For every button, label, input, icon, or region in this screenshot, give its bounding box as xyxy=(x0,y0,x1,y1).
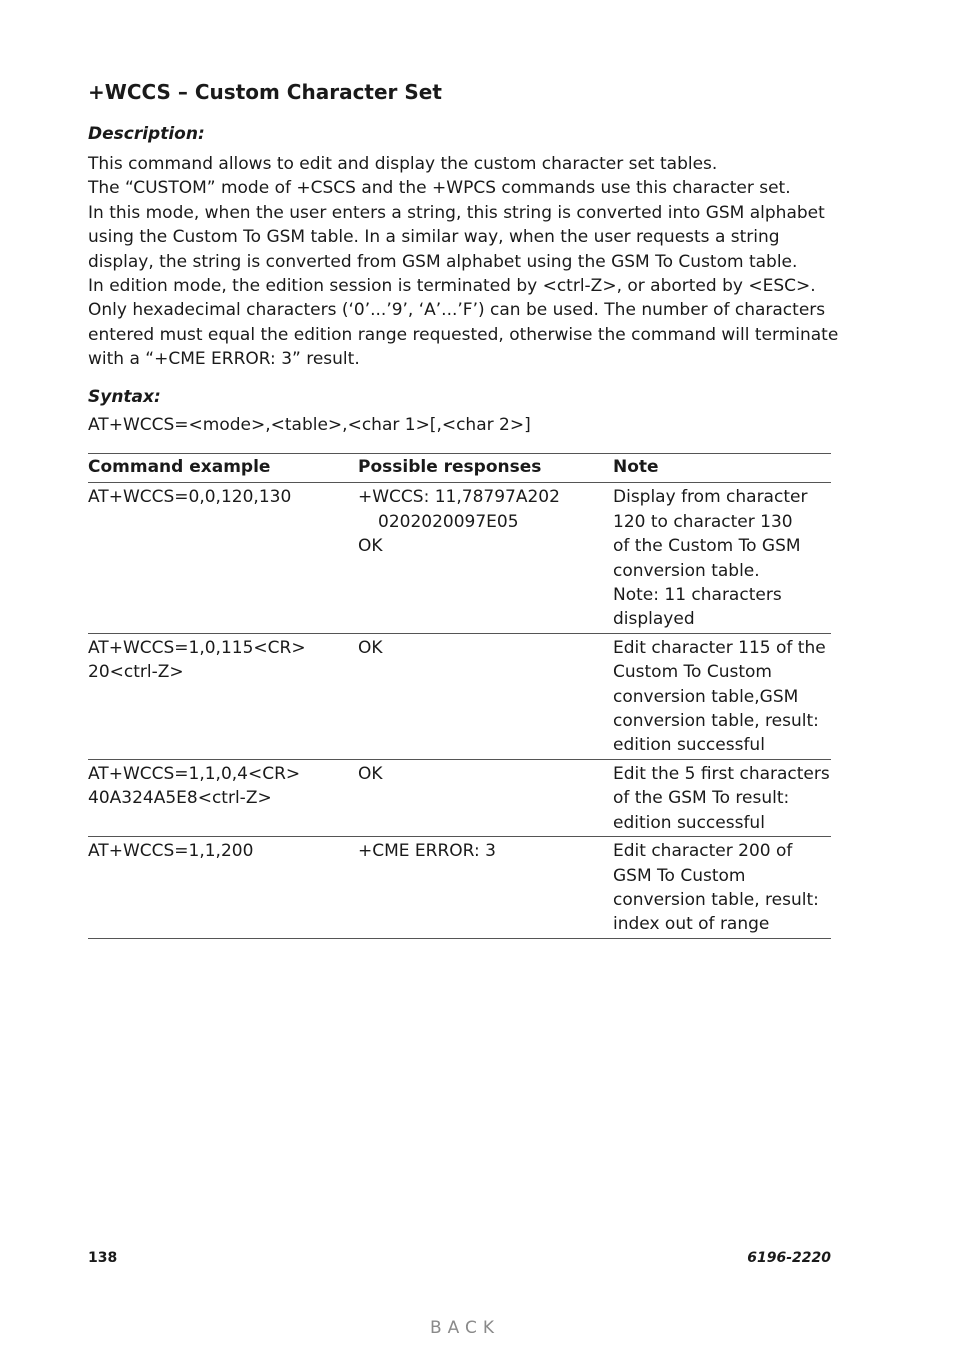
command-line: AT+WCCS=1,0,115<CR> xyxy=(88,637,306,658)
command-cell xyxy=(88,837,358,939)
response-cell xyxy=(358,483,613,633)
command-cell xyxy=(88,759,358,836)
back-link[interactable]: BACK xyxy=(429,1318,500,1338)
note-line: displayed xyxy=(613,609,695,630)
table-header-row xyxy=(88,454,831,483)
note-line: Custom To Custom xyxy=(613,662,772,683)
note-line: conversion table, result: xyxy=(613,889,819,910)
command-cell xyxy=(88,633,358,759)
description-title: Description: xyxy=(88,124,205,144)
table-row xyxy=(88,483,831,633)
note-cell xyxy=(613,633,831,759)
command-line: 40A324A5E8<ctrl-Z> xyxy=(88,788,272,809)
response-line: OK xyxy=(358,763,383,784)
command-cell xyxy=(88,483,358,633)
note-line: Note: 11 characters xyxy=(613,585,782,606)
note-line: of the GSM To result: xyxy=(613,788,790,809)
note-cell xyxy=(613,759,831,836)
description-line: The “CUSTOM” mode of +CSCS and the +WPCS commands use this character set. xyxy=(88,178,791,199)
description-line: This command allows to edit and display the custom character set tables. xyxy=(88,154,718,174)
note-line: Edit the 5 first characters xyxy=(613,763,830,784)
note-line: Display from character xyxy=(613,487,808,508)
note-line: conversion table,GSM xyxy=(613,686,799,707)
description-line: using the Custom To GSM table. In a similar way, when the user requests a string xyxy=(88,227,780,248)
response-cell xyxy=(358,837,613,939)
response-line: +WCCS: 11,78797A202 xyxy=(358,487,560,508)
note-line: conversion table, result: xyxy=(613,711,819,732)
command-table xyxy=(88,453,831,939)
description-line: In this mode, when the user enters a string, this string is converted into GSM alphabet xyxy=(88,202,825,223)
table-row xyxy=(88,837,831,939)
note-cell xyxy=(613,837,831,939)
command-line: 20<ctrl-Z> xyxy=(88,662,184,683)
column-header-command: Command example xyxy=(88,454,358,483)
response-line: OK xyxy=(358,536,383,557)
table-row xyxy=(88,633,831,759)
command-line: AT+WCCS=1,1,0,4<CR> xyxy=(88,763,301,784)
page-title: +WCCS – Custom Character Set xyxy=(88,80,442,104)
response-line: OK xyxy=(358,637,383,658)
response-line: 0202020097E05 xyxy=(378,511,519,532)
response-cell xyxy=(358,633,613,759)
table-row xyxy=(88,759,831,836)
command-line: AT+WCCS=0,0,120,130 xyxy=(88,487,292,508)
description-line: with a “+CME ERROR: 3” result. xyxy=(88,349,360,370)
note-line: index out of range xyxy=(613,914,770,935)
note-line: Edit character 200 of xyxy=(613,841,793,862)
note-line: edition successful xyxy=(613,812,765,833)
description-line: Only hexadecimal characters (‘0’...’9’, ‘A’...’F’) can be used. The number of characters xyxy=(88,300,826,321)
note-line: Edit character 115 of the xyxy=(613,637,826,658)
syntax-title: Syntax: xyxy=(88,387,161,407)
description-line: display, the string is converted from GSM alphabet using the GSM To Custom table. xyxy=(88,251,798,272)
response-cell xyxy=(358,759,613,836)
note-line: GSM To Custom xyxy=(613,865,746,886)
description-line: entered must equal the edition range requested, otherwise the command will terminate xyxy=(88,324,839,345)
note-line: 120 to character 130 xyxy=(613,511,793,532)
command-line: AT+WCCS=1,1,200 xyxy=(88,841,254,862)
page-number: 138 xyxy=(88,1250,118,1266)
note-line: of the Custom To GSM xyxy=(613,536,801,557)
syntax-text: AT+WCCS=<mode>,<table>,<char 1>[,<char 2>] xyxy=(88,415,531,435)
response-line: +CME ERROR: 3 xyxy=(358,841,496,862)
note-line: edition successful xyxy=(613,735,765,756)
description-line: In edition mode, the edition session is terminated by <ctrl-Z>, or aborted by <ESC>. xyxy=(88,276,816,297)
note-line: conversion table. xyxy=(613,560,760,581)
document-number: 6196-2220 xyxy=(747,1250,831,1266)
note-cell xyxy=(613,483,831,633)
column-header-responses: Possible responses xyxy=(358,454,613,483)
description-body xyxy=(88,152,839,372)
column-header-note: Note xyxy=(613,454,831,483)
